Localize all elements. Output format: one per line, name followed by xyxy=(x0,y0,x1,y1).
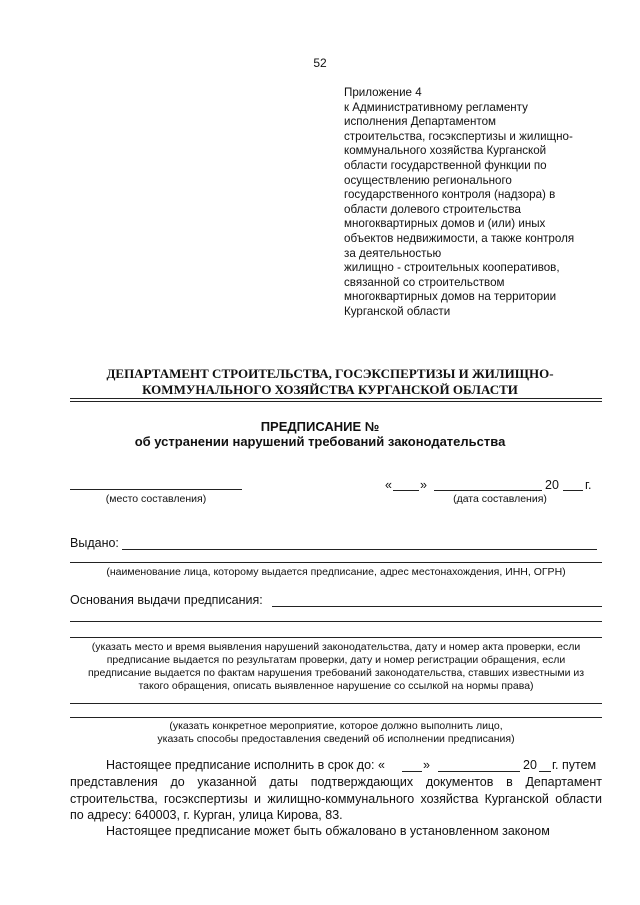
date-quote-open: « xyxy=(385,478,392,492)
issued-label: Выдано: xyxy=(70,536,119,550)
appendix-line: Приложение 4 xyxy=(344,86,422,99)
grounds-field[interactable] xyxy=(272,606,602,607)
appendix-block xyxy=(344,86,614,320)
appendix-line: к Административному регламенту xyxy=(344,100,528,114)
date-year-prefix: 20 xyxy=(545,478,559,492)
department-header xyxy=(60,366,600,398)
date-month-field[interactable] xyxy=(434,490,542,491)
appendix-line: исполнения Департаментом xyxy=(344,115,497,129)
issued-field-2[interactable] xyxy=(70,562,602,563)
measures-field-2[interactable] xyxy=(70,717,602,718)
measures-caption xyxy=(70,720,602,746)
appendix-line: за деятельностью xyxy=(344,246,442,260)
appendix-line: области государственной функции по xyxy=(344,158,547,172)
date-quote-close: » xyxy=(420,478,427,492)
place-caption: (место составления) xyxy=(105,493,207,505)
deadline-quote-close: » xyxy=(423,758,430,772)
document-subtitle: об устранении нарушений требований законодательства xyxy=(134,434,506,449)
grounds-caption-line: предписание выдается по результатам проверки, дату и номер регистрации обращения, если xyxy=(106,654,566,666)
grounds-caption xyxy=(70,641,602,693)
date-caption: (дата составления) xyxy=(453,493,547,505)
header-divider xyxy=(70,398,602,402)
appendix-line: коммунального хозяйства Курганской xyxy=(344,144,547,158)
page-number: 52 xyxy=(313,56,327,70)
grounds-caption-line: такого обращения, описать выявленное нарушение со ссылкой на нормы права) xyxy=(138,680,534,692)
appendix-line: области долевого строительства xyxy=(344,202,521,216)
deadline-month-field[interactable] xyxy=(438,771,520,772)
issued-field[interactable] xyxy=(122,549,597,550)
deadline-text: Настоящее предписание исполнить в срок до: « xyxy=(106,758,385,772)
place-field[interactable] xyxy=(70,489,242,490)
grounds-field-2[interactable] xyxy=(70,621,602,622)
appendix-line: многоквартирных домов и (или) иных xyxy=(344,217,546,231)
deadline-year-field[interactable] xyxy=(539,771,551,772)
issued-caption: (наименование лица, которому выдается предписание, адрес местонахождения, ИНН, ОГРН) xyxy=(106,566,566,578)
measures-caption-line: (указать конкретное мероприятие, которое должно выполнить лицо, xyxy=(169,720,503,732)
measures-field[interactable] xyxy=(70,703,602,704)
department-line: ДЕПАРТАМЕНТ СТРОИТЕЛЬСТВА, ГОСЭКСПЕРТИЗЫ И ЖИЛИЩНО- xyxy=(106,366,554,381)
date-year-suffix: г. xyxy=(585,478,592,492)
appendix-line: многоквартирных домов на территории xyxy=(344,290,557,304)
date-day-field[interactable] xyxy=(393,490,419,491)
grounds-label: Основания выдачи предписания: xyxy=(70,593,263,607)
deadline-paragraph: представления до указанной даты подтверждающих документов в Департамент строительства, госэкспертизы и жилищно-коммунального хозяйства Курганской области по адресу: 640003, г. Курган, улица Кирова, 83. xyxy=(70,775,602,822)
measures-caption-line: указать способы предоставления сведений об исполнении предписания) xyxy=(157,733,515,745)
grounds-caption-line: предписание выдается по фактам нарушения требований законодательства, ставших известными из xyxy=(87,667,585,679)
document-title: ПРЕДПИСАНИЕ № xyxy=(260,419,380,434)
appendix-line: объектов недвижимости, а также контроля xyxy=(344,231,575,245)
appendix-line: государственного контроля (надзора) в xyxy=(344,188,556,202)
department-line: КОММУНАЛЬНОГО ХОЗЯЙСТВА КУРГАНСКОЙ ОБЛАСТИ xyxy=(142,382,518,397)
appendix-line: связанной со строительством xyxy=(344,275,505,289)
grounds-caption-line: (указать место и время выявления нарушений законодательства, дату и номер акта проверки, если xyxy=(91,641,581,653)
date-year-field[interactable] xyxy=(563,490,583,491)
appendix-line: осуществлению регионального xyxy=(344,173,512,187)
appendix-line: строительства, госэкспертизы и жилищно- xyxy=(344,129,573,143)
appendix-line: жилищно - строительных кооперативов, xyxy=(344,261,560,275)
deadline-day-field[interactable] xyxy=(402,771,422,772)
appeal-paragraph: Настоящее предписание может быть обжаловано в установленном законом xyxy=(106,824,550,838)
appendix-line: Курганской области xyxy=(344,304,451,318)
grounds-field-3[interactable] xyxy=(70,637,602,638)
deadline-text-after: г. путем xyxy=(552,758,597,772)
deadline-year-prefix: 20 xyxy=(523,758,537,772)
